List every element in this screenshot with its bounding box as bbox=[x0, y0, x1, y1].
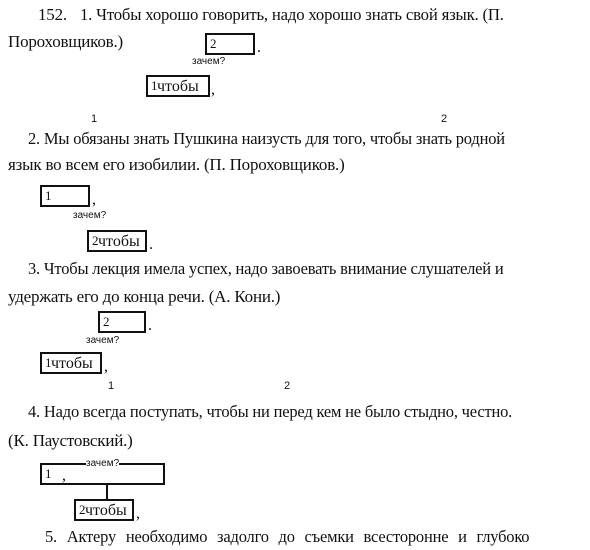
scheme-4-main-clause-box: 1 bbox=[40, 463, 165, 485]
sentence-2-line-2: язык во всем его изобилии. (П. Пороховщиков.) bbox=[8, 155, 345, 174]
scheme-2-period: . bbox=[149, 236, 153, 253]
sentence-4-line-2: (К. Паустовский.) bbox=[8, 431, 133, 450]
exercise-number: 152. bbox=[38, 5, 67, 24]
sentence-1-line-1: 1. Чтобы хорошо говорить, надо хорошо знать свой язык. (П. bbox=[80, 5, 504, 24]
scheme-3-period: . bbox=[148, 317, 152, 334]
index-3: 1 bbox=[108, 380, 115, 392]
sentence-5-line-1: 5. Актеру необходимо задолго до съемки всесторонне и глубоко bbox=[45, 527, 530, 546]
index-4: 2 bbox=[284, 380, 291, 392]
scheme-1-period: . bbox=[257, 39, 261, 56]
sentence-2-line-1: 2. Мы обязаны знать Пушкина наизусть для того, чтобы знать родной bbox=[28, 129, 505, 148]
sentence-4-line-1: 4. Надо всегда поступать, чтобы ни перед кем не было стыдно, честно. bbox=[28, 402, 513, 421]
scheme-4-subordinate-clause-box: 2 чтобы bbox=[74, 499, 134, 521]
scheme-2-subordinate-clause-box: 2 чтобы bbox=[87, 230, 147, 252]
sentence-3-line-2: удержать его до конца речи. (А. Кони.) bbox=[8, 287, 281, 306]
scheme-3-subordinate-clause-box: 1 чтобы bbox=[40, 352, 102, 374]
index-1: 1 bbox=[91, 113, 98, 125]
scheme-1-main-clause-box: 2 bbox=[205, 33, 255, 55]
scheme-3-comma: , bbox=[104, 358, 108, 375]
sentence-3-line-1: 3. Чтобы лекция имела успех, надо завоевать внимание слушателей и bbox=[28, 259, 504, 278]
scheme-1-comma: , bbox=[211, 81, 215, 98]
scheme-1-question: зачем? bbox=[192, 56, 226, 67]
scheme-1-subordinate-clause-box: 1 чтобы bbox=[146, 75, 210, 97]
scheme-2-main-clause-box: 1 bbox=[40, 185, 90, 207]
scheme-4-connector-line bbox=[106, 485, 108, 499]
scheme-4-inner-comma: , bbox=[62, 467, 66, 484]
scheme-4-comma: , bbox=[136, 505, 140, 522]
sentence-1-line-2: Пороховщиков.) bbox=[8, 32, 123, 51]
scheme-2-comma: , bbox=[92, 191, 96, 208]
index-2: 2 bbox=[441, 113, 448, 125]
scheme-3-main-clause-box: 2 bbox=[98, 311, 146, 333]
scheme-4-question: зачем? bbox=[86, 458, 120, 469]
scheme-2-question: зачем? bbox=[73, 210, 107, 221]
scheme-3-question: зачем? bbox=[86, 335, 120, 346]
